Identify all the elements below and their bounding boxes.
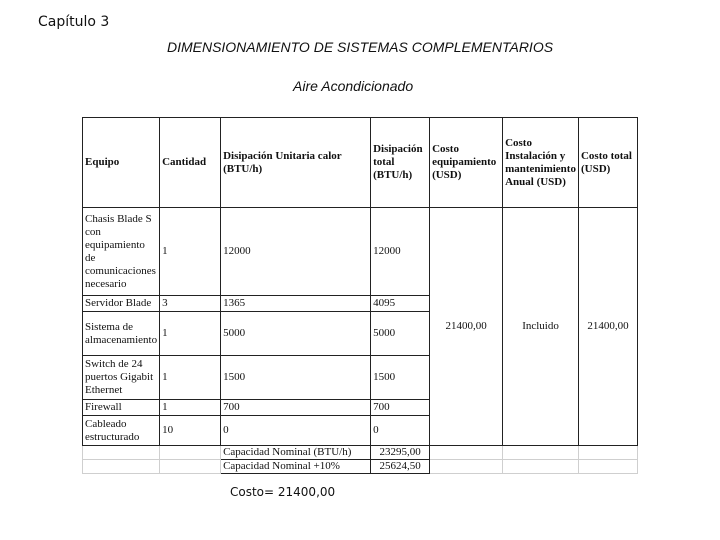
cell-cantidad: 1 xyxy=(160,400,221,416)
cell-equipo: Cableado estructurado xyxy=(83,416,160,446)
cell-total: 12000 xyxy=(371,208,430,296)
header-costo-instalacion: Costo Instalación y mantenimiento Anual (USD) xyxy=(503,118,579,208)
header-disipacion-unitaria: Disipación Unitaria calor (BTU/h) xyxy=(221,118,371,208)
header-costo-equipamiento: Costo equipamiento (USD) xyxy=(430,118,503,208)
empty-cell xyxy=(83,460,160,474)
cell-equipo: Sistema de almacenamiento xyxy=(83,312,160,356)
total-label: Capacidad Nominal +10% xyxy=(221,460,371,474)
cell-equipo: Switch de 24 puertos Gigabit Ethernet xyxy=(83,356,160,400)
cell-total: 1500 xyxy=(371,356,430,400)
header-costo-total: Costo total (USD) xyxy=(578,118,637,208)
cost-summary: Costo= 21400,00 xyxy=(230,485,336,499)
totals-row xyxy=(83,460,638,474)
cell-cantidad: 3 xyxy=(160,296,221,312)
table-row xyxy=(83,208,638,296)
page-title: DIMENSIONAMIENTO DE SISTEMAS COMPLEMENTARIOS xyxy=(166,39,554,55)
cell-unitaria: 700 xyxy=(221,400,371,416)
cell-cantidad: 1 xyxy=(160,208,221,296)
cell-unitaria: 12000 xyxy=(221,208,371,296)
empty-cell xyxy=(503,446,579,460)
cell-total: 0 xyxy=(371,416,430,446)
cell-unitaria: 1365 xyxy=(221,296,371,312)
table-header-row xyxy=(83,118,638,208)
cell-cantidad: 10 xyxy=(160,416,221,446)
cell-equipo: Chasis Blade S con equipamiento de comunicaciones necesario xyxy=(83,208,160,296)
chapter-label: Capítulo 3 xyxy=(38,14,110,30)
header-cantidad: Cantidad xyxy=(160,118,221,208)
empty-cell xyxy=(503,460,579,474)
section-subtitle: Aire Acondicionado xyxy=(293,78,414,94)
cell-cantidad: 1 xyxy=(160,312,221,356)
empty-cell xyxy=(160,460,221,474)
cell-cantidad: 1 xyxy=(160,356,221,400)
total-value: 23295,00 xyxy=(371,446,430,460)
cell-equipo: Firewall xyxy=(83,400,160,416)
header-equipo: Equipo xyxy=(83,118,160,208)
cell-total: 4095 xyxy=(371,296,430,312)
empty-cell xyxy=(578,460,637,474)
empty-cell xyxy=(430,460,503,474)
total-value: 25624,50 xyxy=(371,460,430,474)
empty-cell xyxy=(578,446,637,460)
cell-costo-instalacion: Incluido xyxy=(503,208,579,446)
total-label: Capacidad Nominal (BTU/h) xyxy=(221,446,371,460)
cell-total: 5000 xyxy=(371,312,430,356)
cell-unitaria: 0 xyxy=(221,416,371,446)
cell-costo-equipamiento: 21400,00 xyxy=(430,208,503,446)
header-disipacion-total: Disipación total (BTU/h) xyxy=(371,118,430,208)
cell-total: 700 xyxy=(371,400,430,416)
empty-cell xyxy=(430,446,503,460)
equipment-table xyxy=(82,117,638,474)
cell-unitaria: 5000 xyxy=(221,312,371,356)
empty-cell xyxy=(83,446,160,460)
empty-cell xyxy=(160,446,221,460)
cell-costo-total: 21400,00 xyxy=(578,208,637,446)
cell-unitaria: 1500 xyxy=(221,356,371,400)
cell-equipo: Servidor Blade xyxy=(83,296,160,312)
totals-row xyxy=(83,446,638,460)
